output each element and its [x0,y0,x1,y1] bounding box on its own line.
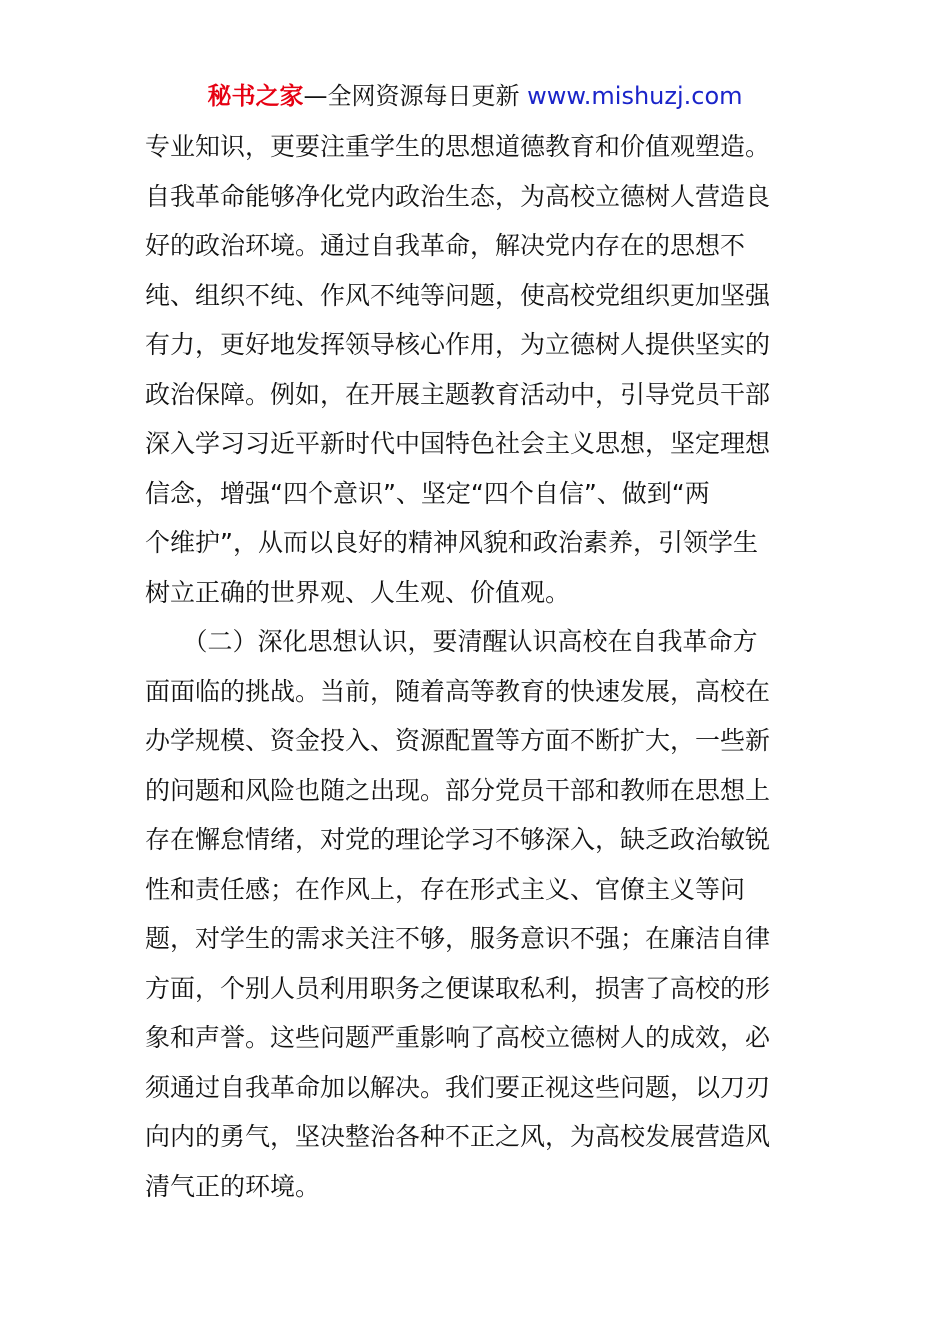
text-line: 题，对学生的需求关注不够，服务意识不强；在廉洁自律 [145,924,771,953]
text-line: 信念，增强“四个意识”、坚定“四个自信”、做到“两 [145,478,710,508]
text-line: 政治保障。例如，在开展主题教育活动中，引导党员干部 [145,379,771,409]
document-body [145,122,810,1211]
text-line: 纯、组织不纯、作风不纯等问题，使高校党组织更加坚强 [145,280,771,310]
text-line: 面面临的挑战。当前，随着高等教育的快速发展，高校在 [145,676,771,706]
text-line: 个维护”，从而以良好的精神风貌和政治素养，引领学生 [145,528,758,557]
section-heading-line: （二）深化思想认识，要清醒认识高校在自我革命方 [145,627,758,656]
text-line: 性和责任感；在作风上，存在形式主义、官僚主义等问 [145,874,746,904]
page-header [0,80,950,112]
text-line: 方面，个别人员利用职务之便谋取私利，损害了高校的形 [145,973,771,1003]
text-line: 好的政治环境。通过自我革命，解决党内存在的思想不 [145,231,746,260]
text-line: 自我革命能够净化党内政治生态，为高校立德树人营造良 [145,181,771,211]
text-line: 向内的勇气，坚决整治各种不正之风，为高校发展营造风 [145,1122,771,1151]
text-line: 清气正的环境。 [145,1171,321,1201]
text-line: 象和声誉。这些问题严重影响了高校立德树人的成效，必 [145,1023,771,1052]
text-line: 有力，更好地发挥领导核心作用，为立德树人提供坚实的 [145,330,771,359]
text-line: 树立正确的世界观、人生观、价值观。 [145,577,571,607]
brand-name: 秘书之家 [207,82,304,110]
text-line: 存在懈怠情绪，对党的理论学习不够深入，缺乏政治敏锐 [145,825,771,854]
text-line: 办学规模、资金投入、资源配置等方面不断扩大，一些新 [145,726,771,755]
header-tagline: —全网资源每日更新 [303,82,528,110]
text-line: 的问题和风险也随之出现。部分党员干部和教师在思想上 [145,775,771,805]
text-line: 须通过自我革命加以解决。我们要正视这些问题，以刀刃 [145,1072,771,1102]
site-url-link[interactable]: www.mishuzj.com [527,82,743,110]
text-line: 专业知识，更要注重学生的思想道德教育和价值观塑造。 [145,132,771,161]
text-line: 深入学习习近平新时代中国特色社会主义思想，坚定理想 [145,429,771,458]
